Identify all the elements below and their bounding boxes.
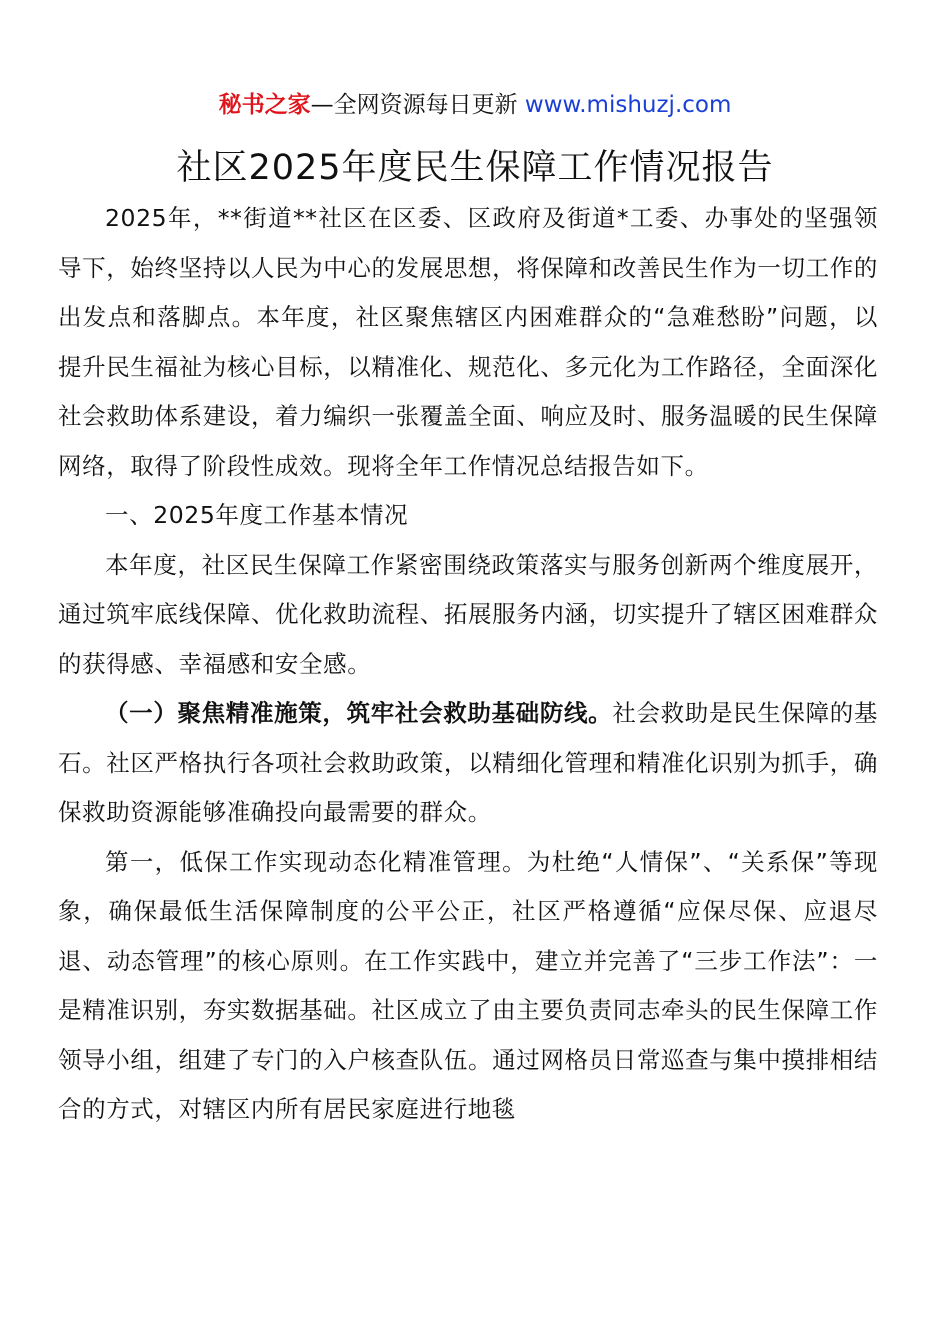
document-body [58,194,878,1135]
site-url-link[interactable]: www.mishuzj.com [524,92,732,118]
site-header [0,88,950,122]
document-title: 社区2025年度民生保障工作情况报告 [176,148,774,188]
detail-paragraph: 第一，低保工作实现动态化精准管理。为杜绝“人情保”、“关系保”等现象，确保最低生活保障制度的公平公正，社区严格遵循“应保尽保、应退尽退、动态管理”的核心原则。在工作实践中，建立并完善了“三步工作法”：一是精准识别，夯实数据基础。社区成立了由主要负责同志牵头的民生保障工作领导小组，组建了专门的入户核查队伍。通过网格员日常巡查与集中摸排相结合的方式，对辖区内所有居民家庭进行地毯 [58,847,878,1123]
subsection-text: 社会救助是民生保障的基石。社区严格执行各项社会救助政策，以精细化管理和精准化识别为抓手，确保救助资源能够准确投向最需要的群众。 [58,699,878,826]
subsection-heading: （一）聚焦精准施策，筑牢社会救助基础防线。 [105,699,613,727]
intro-paragraph: 2025年，**街道**社区在区委、区政府及街道*工委、办事处的坚强领导下，始终坚持以人民为中心的发展思想，将保障和改善民生作为一切工作的出发点和落脚点。本年度，社区聚焦辖区内困难群众的“急难愁盼”问题，以提升民生福祉为核心目标，以精准化、规范化、多元化为工作路径，全面深化社会救助体系建设，着力编织一张覆盖全面、响应及时、服务温暖的民生保障网络，取得了阶段性成效。现将全年工作情况总结报告如下。 [58,204,878,480]
overview-paragraph: 本年度，社区民生保障工作紧密围绕政策落实与服务创新两个维度展开，通过筑牢底线保障、优化救助流程、拓展服务内涵，切实提升了辖区困难群众的获得感、幸福感和安全感。 [58,550,878,678]
subsection-paragraph [58,689,878,838]
brand-name: 秘书之家 [218,92,311,118]
section-heading: 一、2025年度工作基本情况 [105,501,409,529]
header-tagline: —全网资源每日更新 [310,92,525,118]
